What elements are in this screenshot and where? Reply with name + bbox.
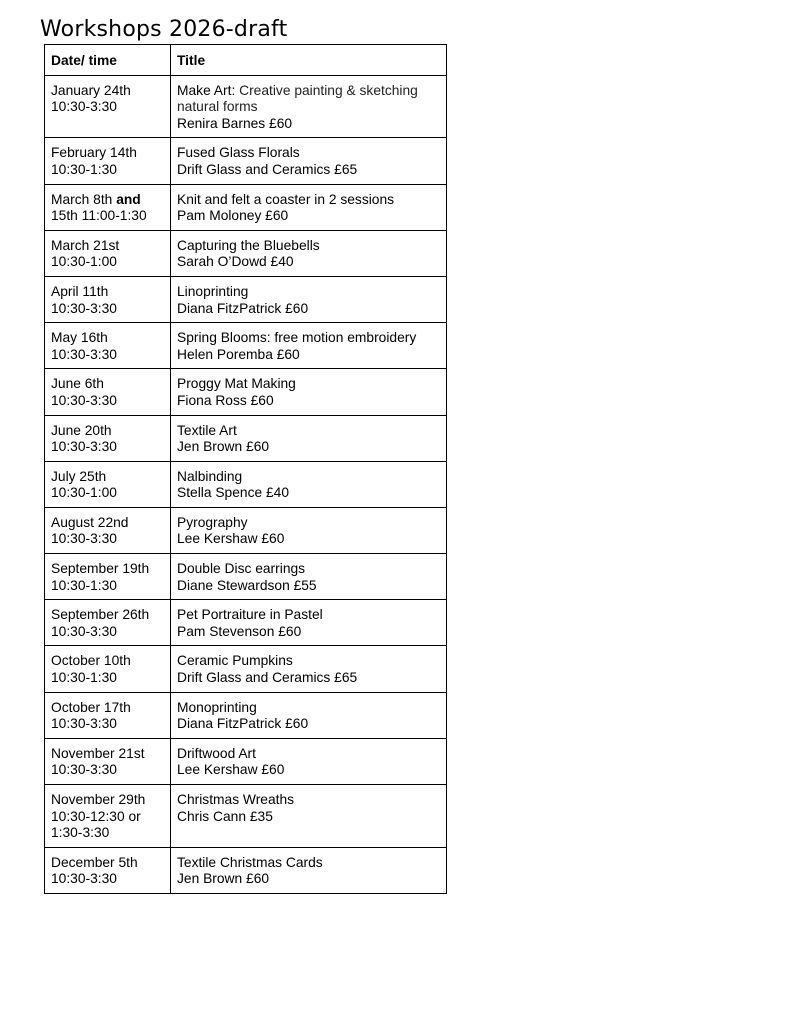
tutor-price: Pam Moloney £60 xyxy=(177,208,289,224)
title-cell xyxy=(171,847,447,893)
title-cell xyxy=(171,507,447,553)
time-text: 10:30-1:30 xyxy=(51,670,117,686)
tutor-price: Renira Barnes £60 xyxy=(177,115,293,131)
table-row xyxy=(45,415,447,461)
date-text: June 6th xyxy=(51,376,104,392)
title-cell xyxy=(171,184,447,230)
time-text: 10:30-3:30 xyxy=(51,762,117,778)
date-cell xyxy=(45,692,171,738)
table-row xyxy=(45,323,447,369)
title-cell xyxy=(171,600,447,646)
table-row xyxy=(45,230,447,276)
date-cell xyxy=(45,461,171,507)
date-cell xyxy=(45,276,171,322)
table-row xyxy=(45,785,447,848)
date-text: January 24th xyxy=(51,82,131,98)
time-text: 10:30-3:30 xyxy=(51,531,117,547)
time-text: 10:30-3:30 xyxy=(51,300,117,316)
title-cell xyxy=(171,738,447,784)
workshop-title: Driftwood Art xyxy=(177,745,256,761)
tutor-price: Lee Kershaw £60 xyxy=(177,531,285,547)
title-cell xyxy=(171,415,447,461)
tutor-price: Drift Glass and Ceramics £65 xyxy=(177,670,358,686)
date-cell xyxy=(45,646,171,692)
table-row xyxy=(45,138,447,184)
workshop-title: Double Disc earrings xyxy=(177,561,306,577)
date-text: November 29th xyxy=(51,792,146,807)
workshop-title: Textile Christmas Cards xyxy=(177,854,323,870)
page-title: Workshops 2026-draft xyxy=(40,17,288,42)
time-text: 10:30-3:30 xyxy=(51,871,117,887)
title-cell xyxy=(171,785,447,848)
time-text: 10:30-3:30 xyxy=(51,346,117,362)
workshop-title: Christmas Wreaths xyxy=(177,792,295,807)
date-conjunction: and xyxy=(116,191,141,207)
date-cell xyxy=(45,785,171,848)
time-text: 10:30-3:30 xyxy=(51,716,117,732)
workshop-table xyxy=(44,44,447,894)
date-text: November 21st xyxy=(51,745,145,761)
workshop-title: Linoprinting xyxy=(177,283,249,299)
date-cell xyxy=(45,230,171,276)
date-text: March 21st xyxy=(51,237,120,253)
time-text: 10:30-1:00 xyxy=(51,254,117,270)
title-cell xyxy=(171,646,447,692)
table-row xyxy=(45,75,447,138)
date-text: September 26th xyxy=(51,607,150,623)
table-row xyxy=(45,369,447,415)
time-text: 10:30-3:30 xyxy=(51,439,117,455)
workshop-title: Textile Art xyxy=(177,422,237,438)
date-cell xyxy=(45,75,171,138)
tutor-price: Pam Stevenson £60 xyxy=(177,623,302,639)
date-text: March 8th xyxy=(51,191,117,207)
time-text: 10:30-3:30 xyxy=(51,392,117,408)
workshop-title: Pet Portraiture in Pastel xyxy=(177,607,323,623)
table-row xyxy=(45,184,447,230)
table-row xyxy=(45,554,447,600)
tutor-price: Diane Stewardson £55 xyxy=(177,577,317,593)
date-cell xyxy=(45,738,171,784)
date-text: May 16th xyxy=(51,330,108,346)
date-text: June 20th xyxy=(51,422,112,438)
tutor-price: Stella Spence £40 xyxy=(177,485,289,501)
time-text: 10:30-12:30 or xyxy=(51,808,141,824)
date-text: August 22nd xyxy=(51,514,129,530)
workshop-title: Nalbinding xyxy=(177,468,243,484)
workshop-title: Make Art: xyxy=(177,82,236,98)
date-text: July 25th xyxy=(51,468,107,484)
title-cell xyxy=(171,138,447,184)
workshop-title: Proggy Mat Making xyxy=(177,376,296,392)
workshop-title: Pyrography xyxy=(177,514,248,530)
tutor-price: Lee Kershaw £60 xyxy=(177,762,285,778)
date-text: December 5th xyxy=(51,854,138,870)
tutor-price: Drift Glass and Ceramics £65 xyxy=(177,161,358,177)
title-cell xyxy=(171,692,447,738)
tutor-price: Helen Poremba £60 xyxy=(177,346,300,362)
date-text: October 17th xyxy=(51,699,131,715)
tutor-price: Jen Brown £60 xyxy=(177,871,270,887)
table-row xyxy=(45,738,447,784)
table-header-row xyxy=(45,45,447,76)
tutor-price: Chris Cann £35 xyxy=(177,808,273,824)
table-row xyxy=(45,692,447,738)
workshop-description: Creative painting & sketching natural forms xyxy=(177,82,418,115)
tutor-price: Sarah O’Dowd £40 xyxy=(177,254,294,270)
workshop-title: Spring Blooms: free motion embroidery xyxy=(177,330,417,346)
date-cell xyxy=(45,323,171,369)
date-cell xyxy=(45,507,171,553)
table-row xyxy=(45,276,447,322)
time-text: 10:30-1:30 xyxy=(51,161,117,177)
table-row xyxy=(45,507,447,553)
workshop-title: Ceramic Pumpkins xyxy=(177,653,293,669)
date-cell xyxy=(45,847,171,893)
date-cell xyxy=(45,554,171,600)
date-cell xyxy=(45,138,171,184)
tutor-price: Fiona Ross £60 xyxy=(177,392,274,408)
date-text: 15th 11:00-1:30 xyxy=(51,208,147,224)
header-title: Title xyxy=(171,45,447,76)
title-cell xyxy=(171,276,447,322)
title-cell xyxy=(171,230,447,276)
date-cell xyxy=(45,369,171,415)
time-text: 10:30-3:30 xyxy=(51,99,117,115)
tutor-price: Diana FitzPatrick £60 xyxy=(177,300,309,316)
date-text: April 11th xyxy=(51,283,109,299)
time-text: 10:30-1:30 xyxy=(51,577,117,593)
workshop-title: Monoprinting xyxy=(177,699,257,715)
workshop-title: Capturing the Bluebells xyxy=(177,237,320,253)
time-text: 10:30-3:30 xyxy=(51,623,117,639)
date-cell xyxy=(45,184,171,230)
workshop-title: Knit and felt a coaster in 2 sessions xyxy=(177,191,395,207)
date-cell xyxy=(45,415,171,461)
title-cell xyxy=(171,554,447,600)
table-row xyxy=(45,600,447,646)
header-date-time: Date/ time xyxy=(45,45,171,76)
date-text: October 10th xyxy=(51,653,131,669)
table-row xyxy=(45,461,447,507)
title-cell xyxy=(171,369,447,415)
time-text: 10:30-1:00 xyxy=(51,485,117,501)
tutor-price: Diana FitzPatrick £60 xyxy=(177,716,309,732)
date-cell xyxy=(45,600,171,646)
title-cell xyxy=(171,461,447,507)
workshop-title: Fused Glass Florals xyxy=(177,145,300,161)
title-cell xyxy=(171,323,447,369)
title-cell xyxy=(171,75,447,138)
tutor-price: Jen Brown £60 xyxy=(177,439,270,455)
table-row xyxy=(45,847,447,893)
date-text: September 19th xyxy=(51,561,150,577)
time-text-alt: 1:30-3:30 xyxy=(51,825,110,841)
date-text: February 14th xyxy=(51,145,137,161)
table-row xyxy=(45,646,447,692)
